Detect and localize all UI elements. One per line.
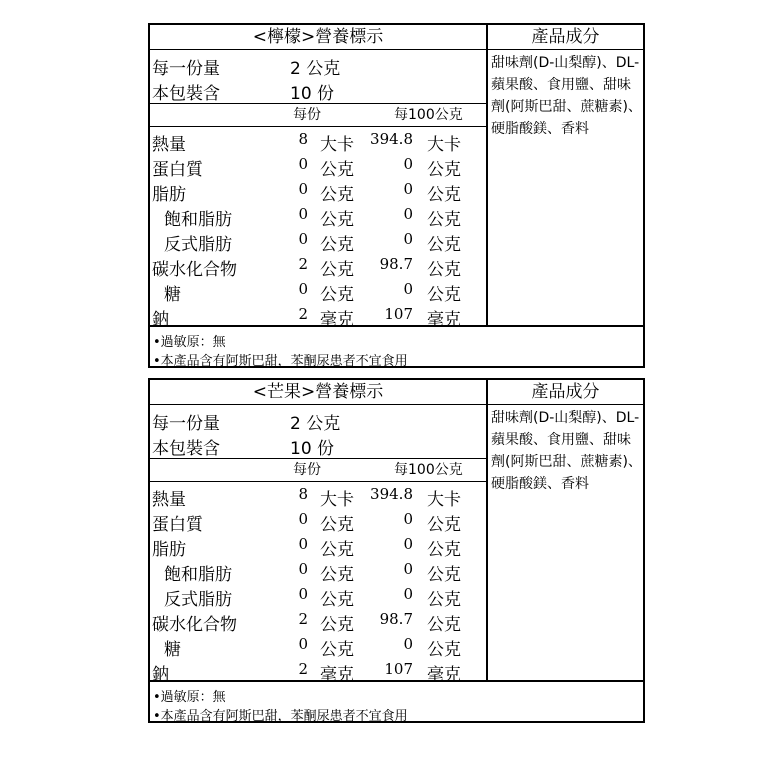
nutrient-name: 脂肪 (152, 185, 186, 205)
notes-section (150, 680, 643, 723)
per-100g-amount: 107 (384, 660, 413, 678)
serving-size-row (152, 409, 341, 434)
per-100g-amount: 394.8 (370, 130, 413, 148)
per-serving-unit: 公克 (320, 160, 354, 180)
nutrient-row (150, 180, 488, 205)
nutrient-name: 鈉 (152, 310, 169, 330)
per-serving-header: 每份 (293, 462, 321, 478)
per-serving-unit: 大卡 (320, 135, 354, 155)
nutrient-row (150, 155, 488, 180)
per-serving-amount: 0 (298, 510, 308, 528)
per-100g-amount: 0 (403, 230, 413, 248)
servings-per-package-row (152, 434, 335, 459)
per-100g-unit: 公克 (427, 210, 461, 230)
nutrient-name: 反式脂肪 (164, 590, 232, 610)
ingredients-title: 產品成分 (488, 380, 643, 405)
nutrient-row (150, 510, 488, 535)
per-serving-amount: 2 (298, 255, 308, 273)
notes-section (150, 325, 643, 368)
serving-size-label: 每一份量 (152, 59, 220, 79)
per-serving-unit: 公克 (320, 185, 354, 205)
nutrient-name: 蛋白質 (152, 160, 203, 180)
nutrient-row (150, 560, 488, 585)
servings-value: 10 份 (290, 84, 335, 104)
allergen-note: •過敏原：無 (153, 690, 226, 705)
per-serving-unit: 大卡 (320, 490, 354, 510)
nutrient-name: 糖 (164, 640, 181, 660)
label-title: <芒果>營養標示 (150, 380, 486, 405)
ingredients-panel (488, 380, 643, 680)
aspartame-warning: •本產品含有阿斯巴甜，苯酮尿患者不宜食用 (153, 709, 408, 724)
per-100g-amount: 0 (403, 205, 413, 223)
nutrient-row (150, 205, 488, 230)
per-serving-unit: 公克 (320, 515, 354, 535)
per-100g-amount: 98.7 (379, 610, 413, 628)
per-100g-unit: 公克 (427, 540, 461, 560)
per-100g-amount: 0 (403, 585, 413, 603)
nutrient-name: 反式脂肪 (164, 235, 232, 255)
per-serving-unit: 公克 (320, 260, 354, 280)
nutrition-facts-panel (150, 25, 488, 330)
ingredients-text: 甜味劑(D-山梨醇)、DL-蘋果酸、食用鹽、甜味劑(阿斯巴甜、蔗糖素)、硬脂酸鎂、香料 (491, 410, 642, 492)
per-100g-amount: 107 (384, 305, 413, 323)
nutrient-name: 熱量 (152, 490, 186, 510)
per-serving-amount: 0 (298, 180, 308, 198)
per-serving-amount: 0 (298, 230, 308, 248)
allergen-note: •過敏原：無 (153, 335, 226, 350)
aspartame-warning: •本產品含有阿斯巴甜，苯酮尿患者不宜食用 (153, 354, 408, 369)
per-100g-unit: 公克 (427, 235, 461, 255)
nutrient-row (150, 485, 488, 510)
per-serving-unit: 公克 (320, 590, 354, 610)
per-serving-unit: 公克 (320, 565, 354, 585)
per-serving-amount: 0 (298, 155, 308, 173)
per-serving-amount: 2 (298, 660, 308, 678)
per-serving-unit: 公克 (320, 640, 354, 660)
per-serving-amount: 0 (298, 535, 308, 553)
per-serving-amount: 0 (298, 635, 308, 653)
nutrient-row (150, 585, 488, 610)
per-serving-amount: 0 (298, 280, 308, 298)
nutrient-row (150, 280, 488, 305)
nutrient-name: 糖 (164, 285, 181, 305)
per-100g-unit: 毫克 (427, 310, 461, 330)
nutrition-label-mango (148, 378, 645, 723)
per-serving-amount: 8 (298, 485, 308, 503)
nutrient-name: 脂肪 (152, 540, 186, 560)
per-100g-amount: 0 (403, 155, 413, 173)
per-serving-unit: 公克 (320, 235, 354, 255)
per-100g-amount: 0 (403, 180, 413, 198)
per-100g-unit: 公克 (427, 260, 461, 280)
nutrient-name: 蛋白質 (152, 515, 203, 535)
per-100g-unit: 毫克 (427, 665, 461, 685)
nutrient-row (150, 535, 488, 560)
per-serving-header: 每份 (293, 107, 321, 123)
nutrient-name: 碳水化合物 (152, 260, 237, 280)
per-100g-amount: 0 (403, 280, 413, 298)
nutrient-row (150, 230, 488, 255)
per-serving-amount: 0 (298, 205, 308, 223)
nutrient-name: 碳水化合物 (152, 615, 237, 635)
per-serving-unit: 公克 (320, 540, 354, 560)
per-100g-unit: 公克 (427, 565, 461, 585)
nutrient-name: 飽和脂肪 (164, 210, 232, 230)
per-100g-amount: 0 (403, 510, 413, 528)
nutrient-row (150, 610, 488, 635)
nutrient-row (150, 130, 488, 155)
per-serving-unit: 公克 (320, 210, 354, 230)
nutrition-facts-panel (150, 380, 488, 685)
ingredients-panel (488, 25, 643, 325)
per-serving-unit: 公克 (320, 615, 354, 635)
per-100g-unit: 公克 (427, 615, 461, 635)
per-100g-unit: 公克 (427, 285, 461, 305)
per-100g-unit: 大卡 (427, 135, 461, 155)
per-100g-amount: 0 (403, 560, 413, 578)
per-serving-amount: 8 (298, 130, 308, 148)
divider (150, 126, 486, 127)
per-100g-header: 每100公克 (394, 462, 463, 478)
per-100g-unit: 公克 (427, 515, 461, 535)
serving-size-value: 2 公克 (290, 59, 341, 79)
nutrient-row (150, 255, 488, 280)
servings-label: 本包裝含 (152, 84, 220, 104)
per-serving-amount: 0 (298, 585, 308, 603)
per-100g-amount: 98.7 (379, 255, 413, 273)
per-100g-header: 每100公克 (394, 107, 463, 123)
nutrient-name: 鈉 (152, 665, 169, 685)
per-100g-unit: 公克 (427, 185, 461, 205)
per-100g-unit: 公克 (427, 590, 461, 610)
per-100g-unit: 公克 (427, 640, 461, 660)
servings-per-package-row (152, 79, 335, 104)
serving-size-row (152, 54, 341, 79)
per-serving-unit: 毫克 (320, 665, 354, 685)
nutrition-label-lemon (148, 23, 645, 368)
servings-label: 本包裝含 (152, 439, 220, 459)
serving-size-label: 每一份量 (152, 414, 220, 434)
per-100g-unit: 公克 (427, 160, 461, 180)
per-100g-amount: 394.8 (370, 485, 413, 503)
per-100g-amount: 0 (403, 635, 413, 653)
serving-size-value: 2 公克 (290, 414, 341, 434)
per-serving-unit: 毫克 (320, 310, 354, 330)
per-100g-unit: 大卡 (427, 490, 461, 510)
per-serving-amount: 2 (298, 610, 308, 628)
per-100g-amount: 0 (403, 535, 413, 553)
ingredients-text: 甜味劑(D-山梨醇)、DL-蘋果酸、食用鹽、甜味劑(阿斯巴甜、蔗糖素)、硬脂酸鎂、香料 (491, 55, 642, 137)
per-serving-unit: 公克 (320, 285, 354, 305)
ingredients-title: 產品成分 (488, 25, 643, 50)
per-serving-amount: 2 (298, 305, 308, 323)
nutrient-name: 熱量 (152, 135, 186, 155)
per-serving-amount: 0 (298, 560, 308, 578)
label-title: <檸檬>營養標示 (150, 25, 486, 50)
servings-value: 10 份 (290, 439, 335, 459)
divider (150, 481, 486, 482)
nutrient-row (150, 635, 488, 660)
nutrient-name: 飽和脂肪 (164, 565, 232, 585)
